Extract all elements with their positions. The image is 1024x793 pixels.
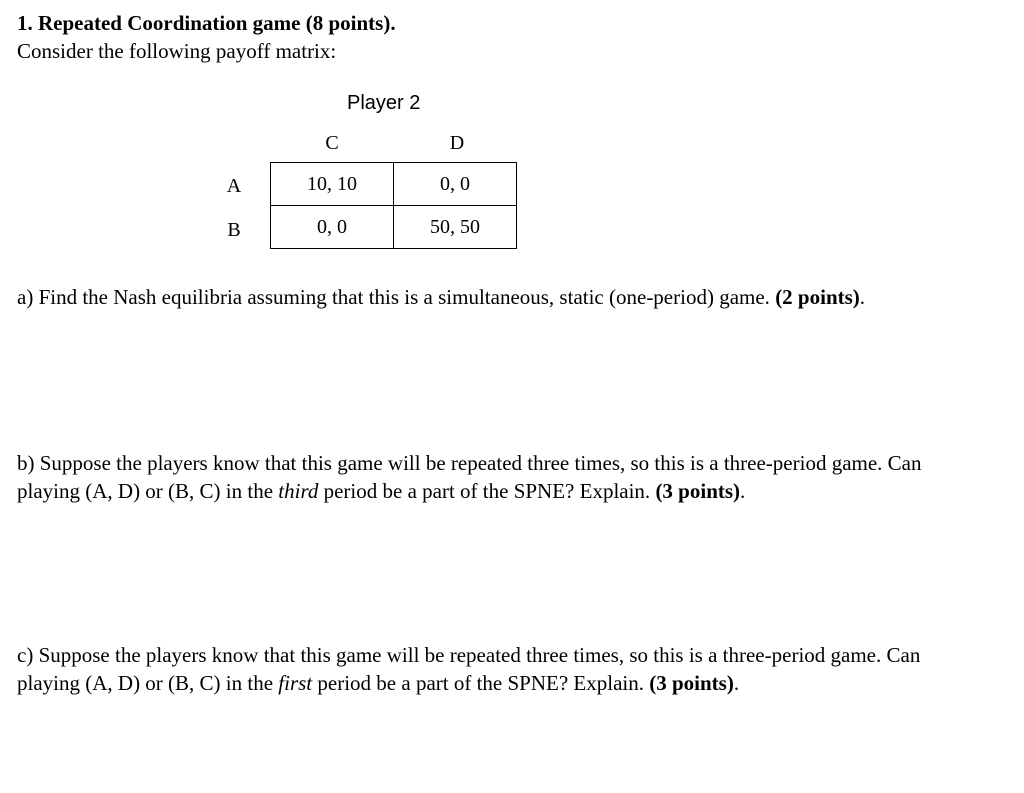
question-a — [17, 283, 865, 311]
question-b-emphasis: third — [278, 479, 319, 503]
payoff-cell-b-d: 50, 50 — [394, 206, 517, 249]
problem-title: 1. Repeated Coordination game (8 points). — [17, 11, 396, 35]
payoff-table — [270, 162, 517, 249]
column-player-label: Player 2 — [347, 92, 421, 114]
row-header-a: A — [226, 175, 242, 197]
table-row — [271, 206, 517, 249]
row-header-b: B — [227, 219, 241, 241]
payoff-cell-a-d: 0, 0 — [394, 163, 517, 206]
problem-intro: Consider the following payoff matrix: — [17, 39, 337, 63]
payoff-cell-a-c: 10, 10 — [271, 163, 394, 206]
question-b-text: playing (A, D) or (B, C) in the — [17, 479, 279, 503]
question-b-points: (3 points) — [655, 479, 741, 503]
question-c-text: playing (A, D) or (B, C) in the — [17, 671, 279, 695]
question-c-emphasis: first — [278, 671, 313, 695]
column-header-d: D — [449, 132, 465, 154]
table-row — [271, 163, 517, 206]
question-c-line1: c) Suppose the players know that this game will be repeated three times, so this is a three-period game. Can — [17, 643, 921, 667]
question-b-line1: b) Suppose the players know that this game will be repeated three times, so this is a three-period game. Can — [17, 451, 922, 475]
question-a-text: a) Find the Nash equilibria assuming that this is a simultaneous, static (one-period) game. — [17, 285, 776, 309]
question-a-points: (2 points) — [775, 285, 860, 309]
question-c-text-cont: period be a part of the SPNE? Explain. — [312, 671, 650, 695]
question-b-line2 — [17, 477, 745, 505]
question-b-text-cont: period be a part of the SPNE? Explain. — [318, 479, 656, 503]
question-c-line2 — [17, 669, 739, 697]
payoff-cell-b-c: 0, 0 — [271, 206, 394, 249]
question-c-points: (3 points) — [649, 671, 734, 695]
column-header-c: C — [325, 132, 339, 154]
question-a-end: . — [859, 285, 866, 309]
question-b-end: . — [740, 479, 746, 503]
question-c-end: . — [733, 671, 740, 695]
